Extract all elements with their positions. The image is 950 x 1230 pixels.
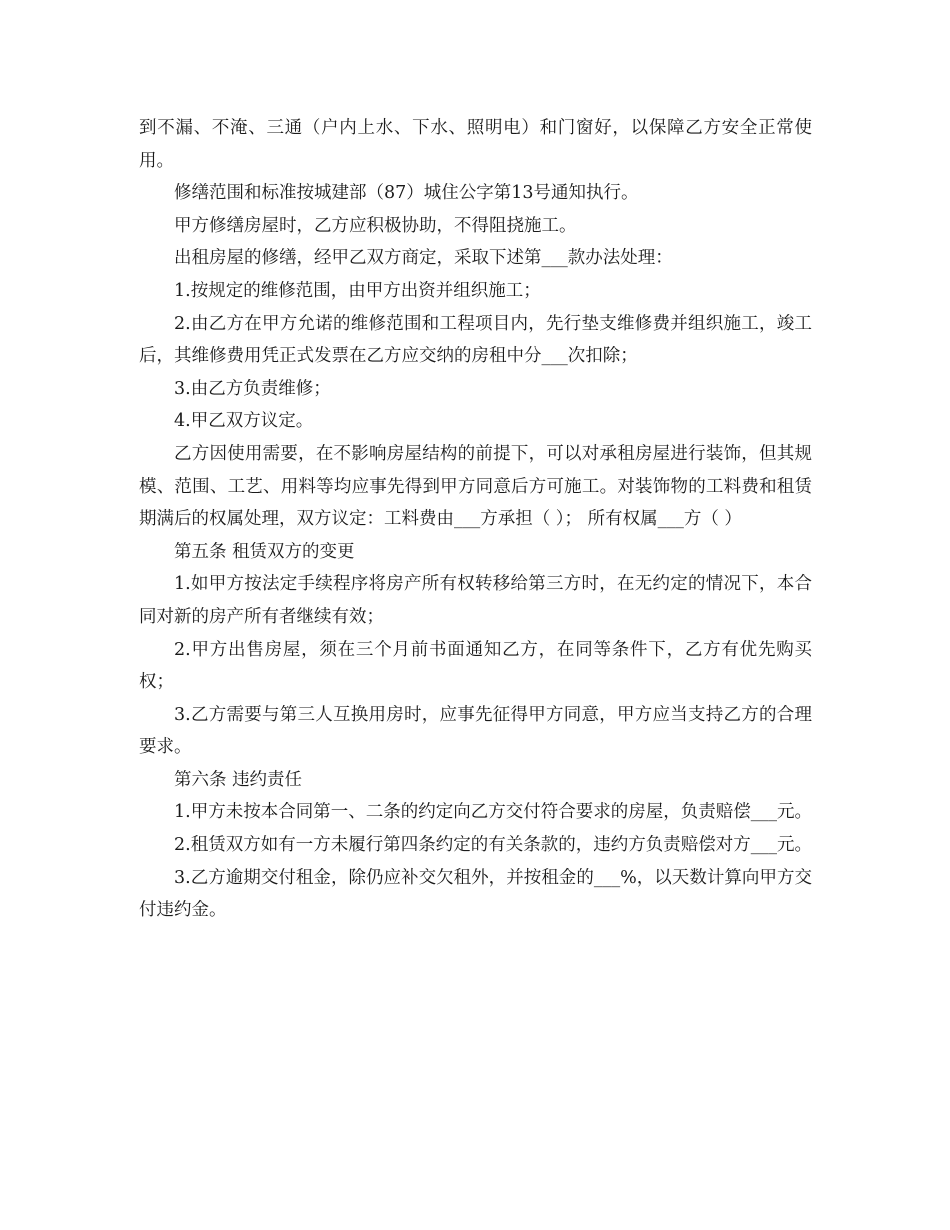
document-body <box>139 112 812 927</box>
paragraph-8: 4.甲乙双方议定。 <box>174 411 314 432</box>
paragraph-16: 2.租赁双方如有一方未履行第四条约定的有关条款的，违约方负责赔偿对方___元。 <box>174 835 812 856</box>
section-heading-6: 第六条 违约责任 <box>174 769 303 790</box>
paragraph-2: 修缮范围和标准按城建部（87）城住公字第13号通知执行。 <box>174 183 639 204</box>
paragraph-4: 出租房屋的修缮，经甲乙双方商定，采取下述第___款办法处理： <box>174 248 673 269</box>
paragraph-13: 3.乙方需要与第三人互换用房时，应事先征得甲方同意，甲方应当支持乙方的合理要求。 <box>139 704 812 758</box>
paragraph-6: 2.由乙方在甲方允诺的维修范围和工程项目内，先行垫支维修费并组织施工，竣工后，其维修费用凭正式发票在乙方应交纳的房租中分___次扣除； <box>139 313 812 367</box>
paragraph-9: 乙方因使用需要，在不影响房屋结构的前提下，可以对承租房屋进行装饰，但其规模、范围、工艺、用料等均应事先得到甲方同意后方可施工。对装饰物的工料费和租赁期满后的权属处理，双方议定：工料费由___方承担（ ）； 所有权属___方（ ） <box>139 443 812 530</box>
paragraph-12: 2.甲方出售房屋，须在三个月前书面通知乙方，在同等条件下，乙方有优先购买权； <box>139 639 812 693</box>
paragraph-17: 3.乙方逾期交付租金，除仍应补交欠租外，并按租金的___%，以天数计算向甲方交付违约金。 <box>139 867 812 921</box>
paragraph-3: 甲方修缮房屋时，乙方应积极协助，不得阻挠施工。 <box>174 215 577 236</box>
paragraph-5: 1.按规定的维修范围，由甲方出资并组织施工； <box>174 280 541 301</box>
paragraph-1: 到不漏、不淹、三通（户内上水、下水、照明电）和门窗好，以保障乙方安全正常使用。 <box>139 118 812 171</box>
paragraph-15: 1.甲方未按本合同第一、二条的约定向乙方交付符合要求的房屋，负责赔偿___元。 <box>174 802 812 823</box>
section-heading-5: 第五条 租赁双方的变更 <box>174 541 355 562</box>
paragraph-11: 1.如甲方按法定手续程序将房产所有权转移给第三方时，在无约定的情况下，本合同对新的房产所有者继续有效； <box>139 574 812 627</box>
paragraph-7: 3.由乙方负责维修； <box>174 378 331 399</box>
